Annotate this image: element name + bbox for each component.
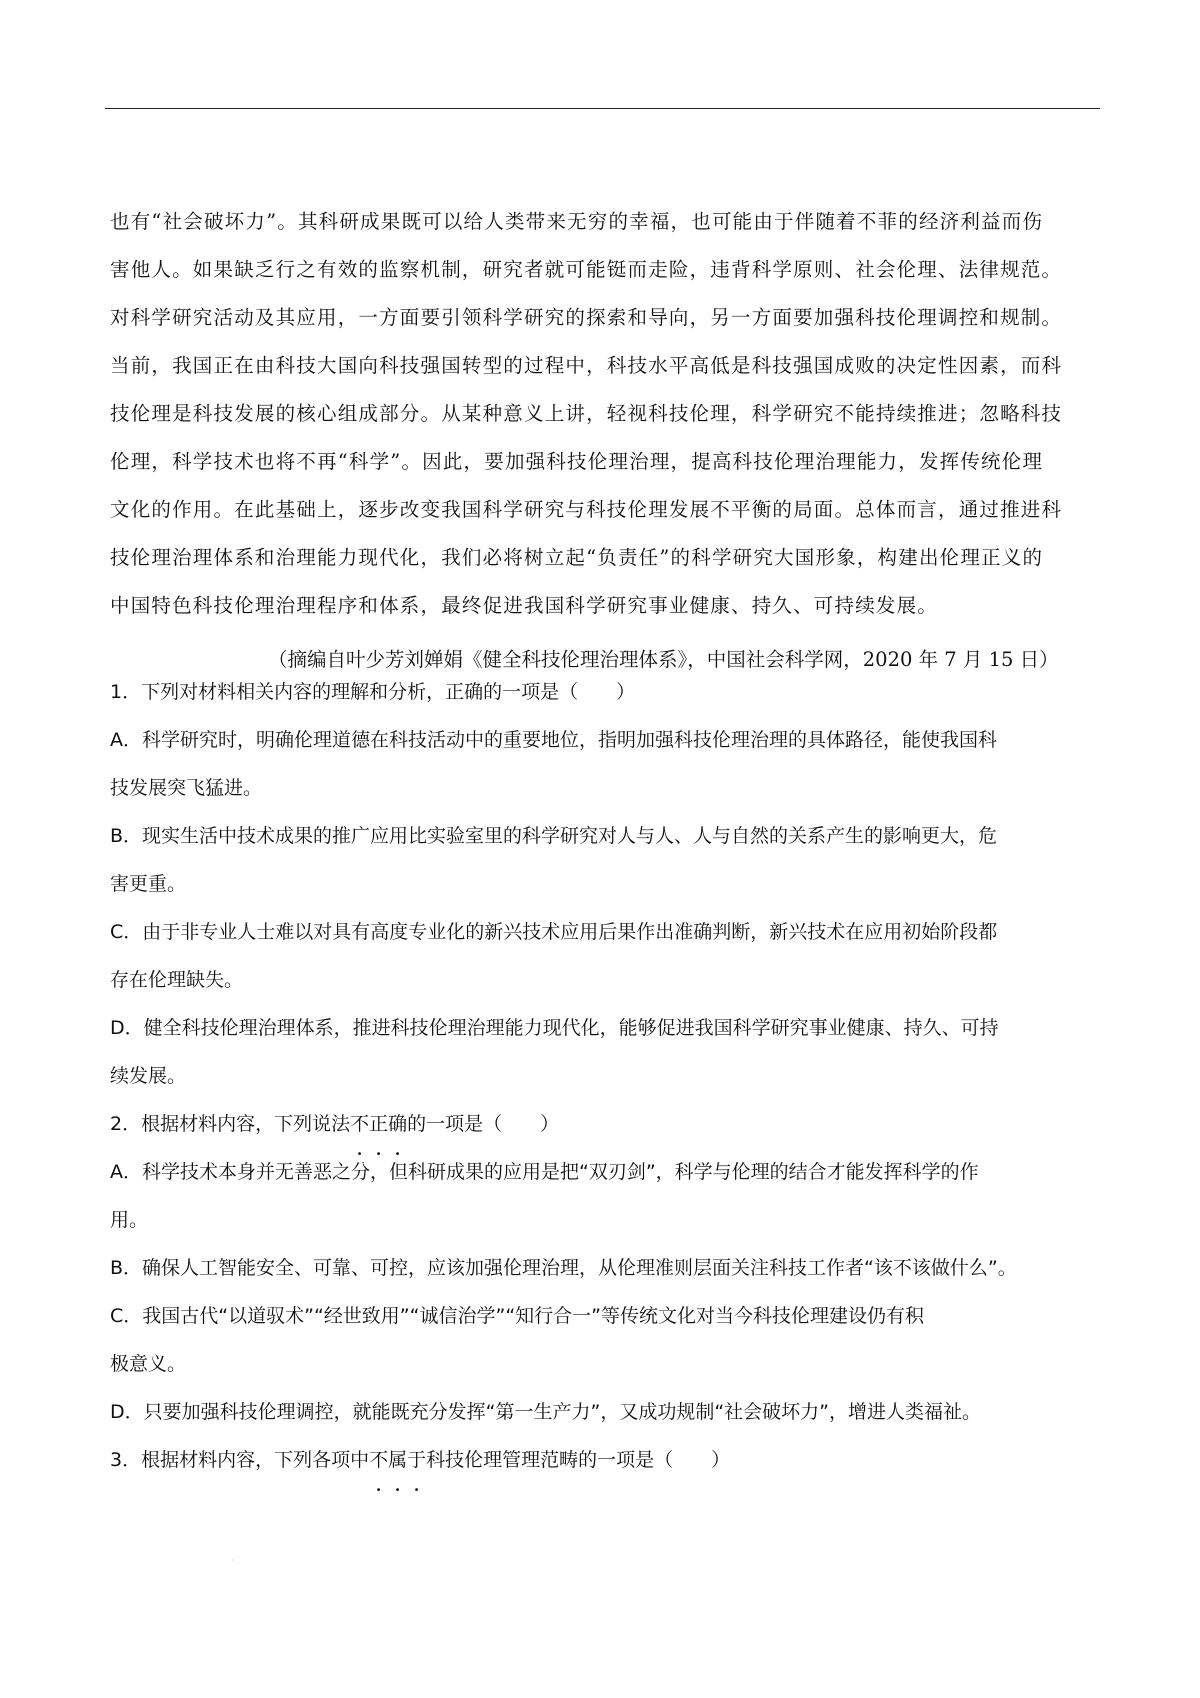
emphasis-char: 不 (350, 1113, 370, 1135)
option-b-line: 害更重。 (110, 873, 187, 895)
question-3 (110, 1436, 1100, 1484)
option-d-line: 续发展。 (110, 1065, 187, 1087)
emphasis-char: 于 (407, 1449, 427, 1471)
option-a-line: 用。 (110, 1209, 149, 1231)
question-1 (110, 668, 1100, 1100)
header-rule (105, 108, 1100, 109)
passage-line: 当前，我国正在由科技大国向科技强国转型的过程中，科技水平高低是科技强国成败的决定性因素，而科 (110, 354, 1063, 377)
passage-text (110, 198, 1095, 630)
option-c-line: 极意义。 (110, 1353, 187, 1375)
emphasis-char: 正 (369, 1113, 389, 1135)
option-b-line: B．确保人工智能安全、可靠、可控，应该加强伦理治理，从伦理准则层面关注科技工作者“该不该做什么”。 (110, 1257, 1017, 1279)
passage-line: 对科学研究活动及其应用，一方面要引领科学研究的探索和导向，另一方面要加强科技伦理调控和规制。 (110, 306, 1063, 329)
source-citation: （摘编自叶少芳刘婵娟《健全科技伦理治理体系》，中国社会科学网，2020 年 7 月 15 日） (268, 648, 1059, 671)
passage-line: 伦理，科学技术也将不再“科学”。因此，要加强科技伦理治理，提高科技伦理治理能力，发挥传统伦理 (110, 450, 1044, 473)
option-b-line: B．现实生活中技术成果的推广应用比实验室里的科学研究对人与人、人与自然的关系产生的影响更大，危 (110, 825, 998, 847)
option-a-line: 技发展突飞猛进。 (110, 777, 263, 799)
passage-line: 中国特色科技伦理治理程序和体系，最终促进我国科学研究事业健康、持久、可持续发展。 (110, 594, 939, 617)
scan-dot: · (232, 1556, 235, 1565)
emphasis-char: 不 (369, 1449, 389, 1471)
option-c-line: C．我国古代“以道驭术”“经世致用”“诚信治学”“知行合一”等传统文化对当今科技伦理建设仍有积 (110, 1305, 925, 1327)
passage-line: 也有“社会破坏力”。其科研成果既可以给人类带来无穷的幸福，也可能由于伴随着不菲的经济利益而伤 (110, 210, 1044, 233)
option-c-line: C．由于非专业人士难以对具有高度专业化的新兴技术应用后果作出准确判断，新兴技术在应用初始阶段都 (110, 921, 998, 943)
question-stem: 2．根据材料内容，下列说法不正确的一项是（ ） (110, 1113, 560, 1135)
question-stem: 3．根据材料内容，下列各项中不属于科技伦理管理范畴的一项是（ ） (110, 1449, 731, 1471)
passage-line: 技伦理治理体系和治理能力现代化，我们必将树立起“负责任”的科学研究大国形象，构建出伦理正义的 (110, 546, 1044, 569)
question-stem: 1．下列对材料相关内容的理解和分析，正确的一项是（ ） (110, 681, 636, 703)
passage-line: 文化的作用。在此基础上，逐步改变我国科学研究与科技伦理发展不平衡的局面。总体而言，通过推进科 (110, 498, 1063, 521)
option-d-line: D．健全科技伦理治理体系，推进科技伦理治理能力现代化，能够促进我国科学研究事业健康、持久、可持 (110, 1017, 999, 1039)
passage-line: 害他人。如果缺乏行之有效的监察机制，研究者就可能铤而走险，违背科学原则、社会伦理、法律规范。 (110, 258, 1063, 281)
option-a-line: A．科学研究时，明确伦理道德在科技活动中的重要地位，指明加强科技伦理治理的具体路径，能使我国科 (110, 729, 998, 751)
option-c-line: 存在伦理缺失。 (110, 969, 244, 991)
emphasis-char: 确 (388, 1113, 408, 1135)
passage-line: 技伦理是科技发展的核心组成部分。从某种意义上讲，轻视科技伦理，科学研究不能持续推进；忽略科技 (110, 402, 1063, 425)
question-2 (110, 1100, 1100, 1436)
emphasis-char: 属 (388, 1449, 408, 1471)
option-d-line: D．只要加强科技伦理调控，就能既充分发挥“第一生产力”，又成功规制“社会破坏力”，增进人类福祉。 (110, 1401, 982, 1423)
option-a-line: A．科学技术本身并无善恶之分，但科研成果的应用是把“双刃剑”，科学与伦理的结合才能发挥科学的作 (110, 1161, 979, 1183)
